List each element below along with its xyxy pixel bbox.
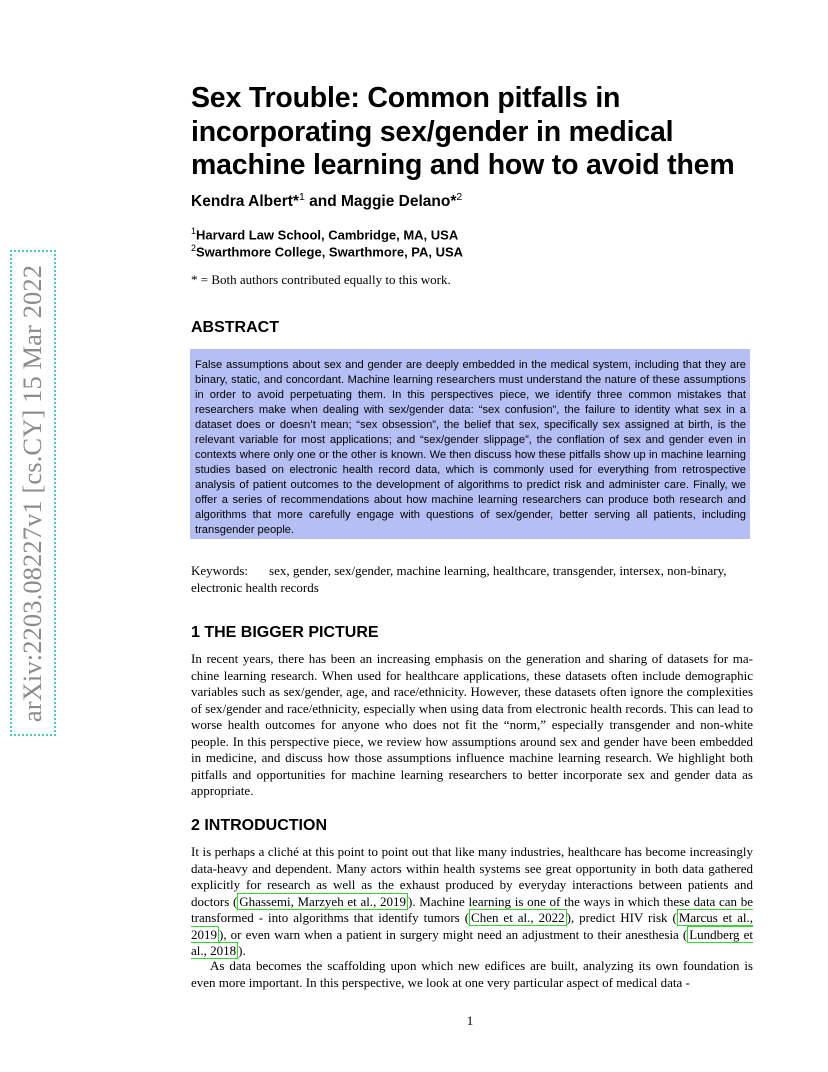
citation-link[interactable]: Marcus et al., 2019 [191,910,753,942]
affiliation-mark: 1 [191,226,197,236]
paragraph-text: It is perhaps a cliché at this point to point out that like many industries, healthcare has become increasingly data-heavy and dependent. Many actors within health systems see great opportunity in both data gathered explicitly for research as well as the exhaust produced by everyday interactions between patients and doctors ( [191,844,753,909]
affiliation [191,243,463,259]
paper-title: Sex Trouble: Common pitfalls in incorporating sex/gender in medical machine learning and how to avoid them [191,82,735,181]
keywords [191,563,753,596]
affiliation-mark: 1 [298,191,305,203]
affiliation-text: Swarthmore College, Swarthmore, PA, USA [196,244,464,260]
affiliation-mark: 2 [456,191,463,203]
author-name: Kendra Albert* [191,193,299,211]
section-paragraph [191,844,753,960]
citation-link[interactable]: Lundberg et al., 2018 [191,926,753,958]
affiliation [191,226,458,242]
equal-contribution-note: * = Both authors contributed equally to this work. [191,272,451,287]
page-number: 1 [466,1013,474,1028]
paragraph-text: ). [238,943,246,958]
section-heading: 1 THE BIGGER PICTURE [191,624,379,641]
citation-link[interactable]: Chen et al., 2022 [471,910,565,925]
affiliation-mark: 2 [191,243,197,253]
section-paragraph: As data becomes the scaffolding upon which new edifices are built, analyzing its own foundation is even more important. In this perspective, we look at one very particular aspect of medical data - [191,958,753,990]
author-list [191,191,462,211]
author-name: Maggie Delano* [340,193,457,211]
affiliation-text: Harvard Law School, Cambridge, MA, USA [196,227,459,243]
arxiv-identifier-stamp [10,250,56,736]
keywords-label: Keywords: [191,563,249,578]
paragraph-text: ), predict HIV risk ( [566,910,677,925]
paragraph-text: ). Machine learning is one of the ways in which these data can be transformed - into algorithms that identify tumors ( [191,893,754,925]
abstract-heading: ABSTRACT [191,319,279,336]
keywords-text: sex, gender, sex/gender, machine learning, healthcare, transgender, intersex, non-binary, electronic health records [191,563,727,595]
abstract-box [190,349,750,539]
section-paragraph: In recent years, there has been an increasing emphasis on the generation and sharing of datasets for machine learning research. When used for healthcare applications, these datasets often include demographic variables such as sex/gender, age, and race/ethnicity. However, these datasets often ignore the complexities of sex/gender and race/ethnicity, especially when using data from electronic health records. This can lead to worse health outcomes for anyone who does not fit the “norm,” especially transgender and non-white people. In this perspective piece, we review how assumptions around sex and gender have been embedded in medicine, and discuss how those assumptions influence machine learning research. We highlight both pitfalls and opportunities for machine learning researchers to better incorporate sex and gender data as appropriate. [191,651,753,798]
section-heading: 2 INTRODUCTION [191,817,327,834]
citation-link[interactable]: Ghassemi, Marzyeh et al., 2019 [239,893,407,909]
author-conjunction: and [304,193,341,211]
paragraph-text: ), or even warn when a patient in surgery might need an adjustment to their anesthesia ( [219,926,688,942]
arxiv-identifier-text: arXiv:2203.08227v1 [cs.CY] 15 Mar 2022 [17,264,48,722]
abstract-text: False assumptions about sex and gender are deeply embedded in the medical system, including that they are binary, static, and concordant. Machine learning researchers must understand the nature of these assumptions in order to avoid perpetuating them. In this perspectives piece, we identify three common mistakes that researchers make when dealing with sex/gender data: “sex confusion”, the failure to identity what sex in a dataset does or doesn’t mean; “sex obsession”, the belief that sex, specifically sex assigned at birth, is the relevant variable for most applications; and “sex/gender slippage”, the conflation of sex and gender even in contexts where only one or the other is known. We then discuss how these pitfalls show up in machine learning studies based on electronic health record data, which is commonly used for everything from retrospective analysis of patient outcomes to the development of algorithms to predict risk and administer care. Finally, we offer a series of recommendations about how machine learning researchers can produce both research and algorithms that more carefully engage with questions of sex/gender, better serving all patients, including transgender people. [195,359,746,536]
